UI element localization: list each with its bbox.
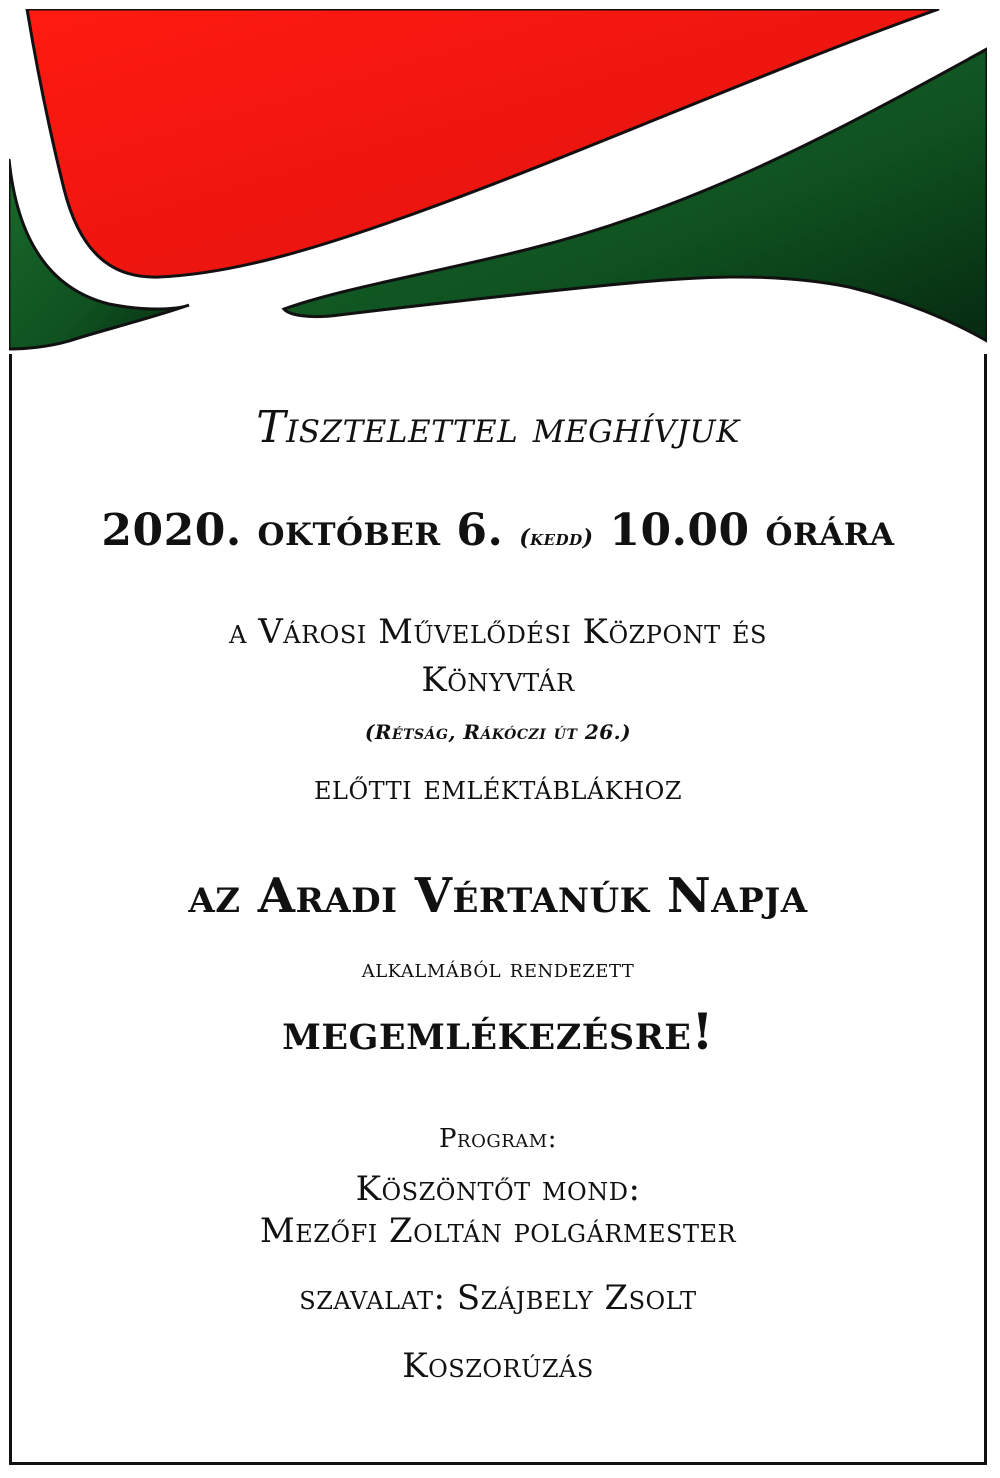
hungarian-flag-ribbon (9, 9, 987, 354)
program-recital: szavalat: Szájbely Zsolt (299, 1278, 697, 1318)
date-main: 2020. október 6. (101, 505, 504, 556)
program-label: Program: (439, 1124, 557, 1154)
venue-address: (Rétság, Rákóczi út 26.) (364, 720, 632, 744)
event-date (12, 505, 984, 556)
venue-line-2: Könyvtár (421, 660, 575, 700)
date-time: 10.00 órára (609, 505, 895, 556)
memorial-plaques-text: előtti emléktáblákhoz (313, 768, 682, 808)
date-weekday: (kedd) (519, 525, 594, 551)
commemoration-title: megemlékezésre! (282, 1002, 714, 1061)
greeting-line: Tisztelettel meghívjuk (256, 402, 740, 453)
program-greeting-line-2: Mezőfi Zoltán polgármester (259, 1211, 737, 1251)
program-greeting (12, 1168, 984, 1252)
organized-text: alkalmából rendezett (361, 954, 635, 984)
venue-line-1: a Városi Művelődési Központ és (229, 612, 767, 652)
occasion-title: az Aradi Vértanúk Napja (188, 868, 808, 924)
program-greeting-line-1: Köszöntőt mond: (355, 1169, 641, 1209)
program-wreath: Koszorúzás (402, 1346, 594, 1386)
venue (12, 608, 984, 704)
